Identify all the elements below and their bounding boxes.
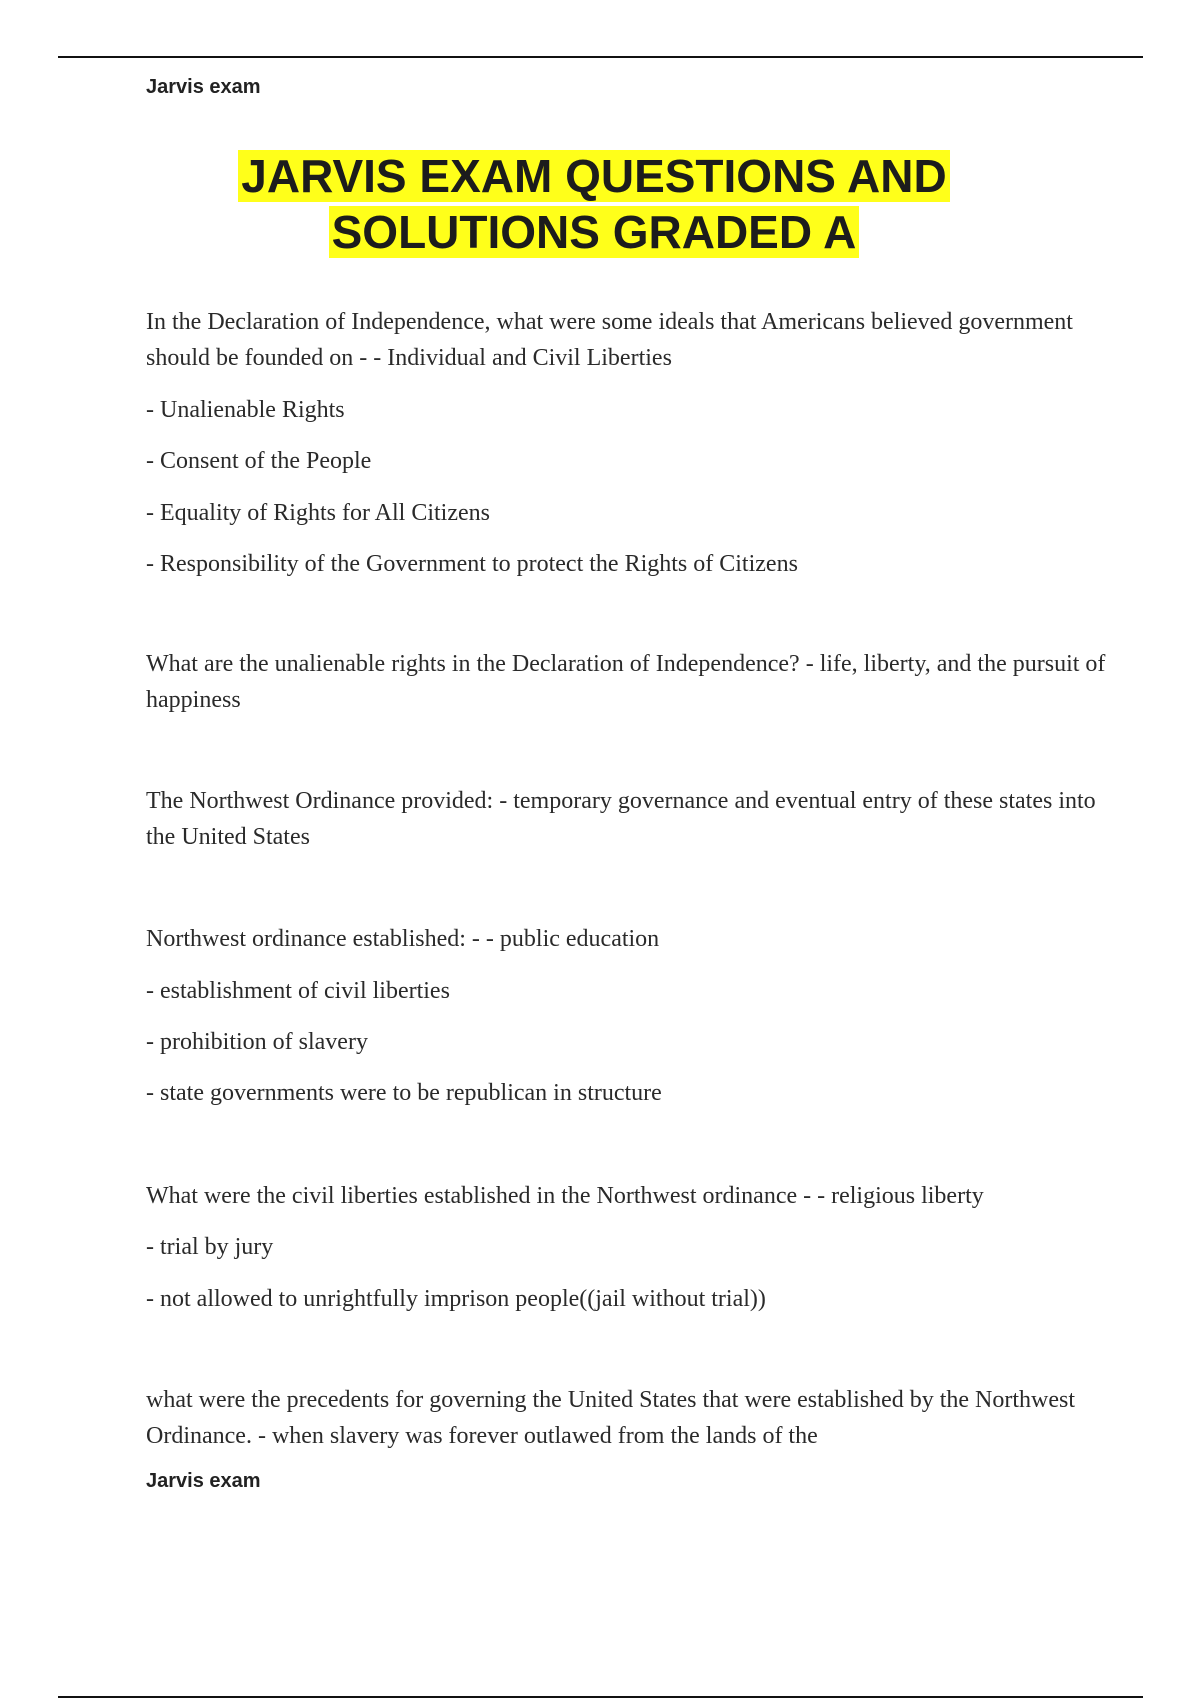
- qa-1-question: In the Declaration of Independence, what were some ideals that Americans believed government should be founded on - - Individual and Civil Liberties: [146, 309, 1073, 371]
- qa-3-question: The Northwest Ordinance provided: - temporary governance and eventual entry of these states into the United States: [146, 788, 1096, 850]
- title-line-2: SOLUTIONS GRADED A: [329, 206, 860, 258]
- qa-4-question: Northwest ordinance established: - - public education: [146, 926, 660, 952]
- qa-5-bullet-2: - not allowed to unrightfully imprison people((jail without trial)): [146, 1286, 766, 1312]
- qa-4-bullet-1: - establishment of civil liberties: [146, 978, 450, 1004]
- qa-4-bullet-2: - prohibition of slavery: [146, 1029, 368, 1055]
- qa-6-question: what were the precedents for governing the United States that were established by the Northwest Ordinance. - when slavery was forever outlawed from the lands of the: [146, 1387, 1076, 1449]
- title-line-1: JARVIS EXAM QUESTIONS AND: [238, 150, 949, 202]
- running-header: Jarvis exam: [146, 76, 261, 98]
- qa-1-bullet-1: - Unalienable Rights: [146, 397, 345, 423]
- qa-5-question: What were the civil liberties established in the Northwest ordinance - - religious liberty: [146, 1183, 984, 1209]
- qa-1-bullet-3: - Equality of Rights for All Citizens: [146, 500, 490, 526]
- qa-2-question: What are the unalienable rights in the Declaration of Independence? - life, liberty, and the pursuit of happiness: [146, 651, 1106, 713]
- qa-4-bullet-3: - state governments were to be republican in structure: [146, 1080, 662, 1106]
- qa-5-bullet-1: - trial by jury: [146, 1234, 274, 1260]
- bottom-rule: [58, 1696, 1143, 1698]
- qa-1-bullet-4: - Responsibility of the Government to protect the Rights of Citizens: [146, 551, 798, 577]
- running-footer: Jarvis exam: [146, 1470, 261, 1492]
- top-rule: [58, 56, 1143, 58]
- qa-1-bullet-2: - Consent of the People: [146, 448, 372, 474]
- page-title: [0, 148, 1188, 260]
